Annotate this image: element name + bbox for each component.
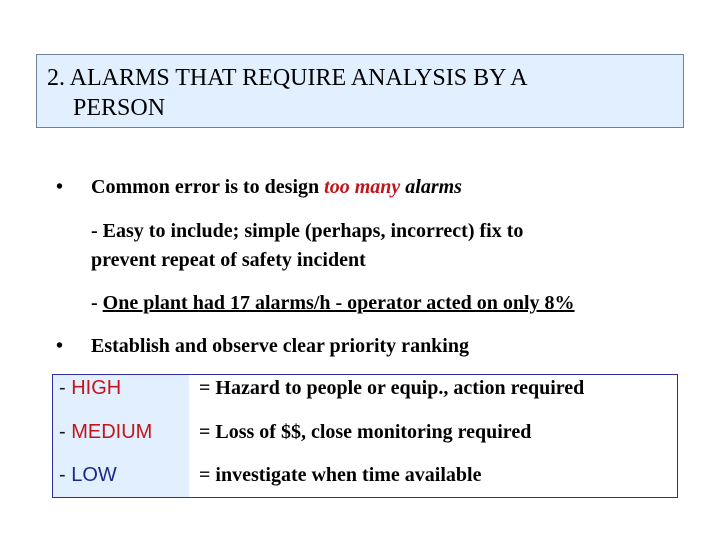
alarms-italic: alarms [400,176,462,198]
bullet-common-error-text: Common error is to design [91,176,325,198]
subpoint-plant [91,292,575,315]
level-name-low: LOW [71,464,117,486]
priority-level-low [59,464,117,487]
priority-desc-high: = Hazard to people or equip., action required [199,377,585,399]
subpoint-easy-line1: - Easy to include; simple (perhaps, incorrect) fix to [91,220,524,242]
level-dash: - [59,464,72,486]
priority-desc-medium: = Loss of $$, close monitoring required [199,421,532,443]
bullet-symbol-2: • [56,335,64,357]
slide-title-line1: 2. ALARMS THAT REQUIRE ANALYSIS BY A [47,65,528,91]
bullet-symbol-1: • [56,176,64,198]
priority-desc-low: = investigate when time available [199,464,482,486]
subpoint-plant-prefix: - [91,292,103,314]
level-dash: - [59,421,72,443]
level-name-medium: MEDIUM [71,421,153,443]
bullet-common-error [91,176,462,199]
subpoint-easy-line2: prevent repeat of safety incident [91,249,366,271]
priority-level-medium [59,421,152,444]
subpoint-plant-underlined: One plant had 17 alarms/h - operator acted on only 8% [102,292,575,314]
too-many-emphasis: too many [324,176,401,198]
title-box [36,54,684,128]
priority-table [52,374,678,498]
level-dash: - [59,377,72,399]
level-name-high: HIGH [71,377,122,399]
bullet-priority-ranking: Establish and observe clear priority ranking [91,335,469,357]
priority-level-high [59,377,121,400]
slide-title-line2: PERSON [73,95,166,121]
